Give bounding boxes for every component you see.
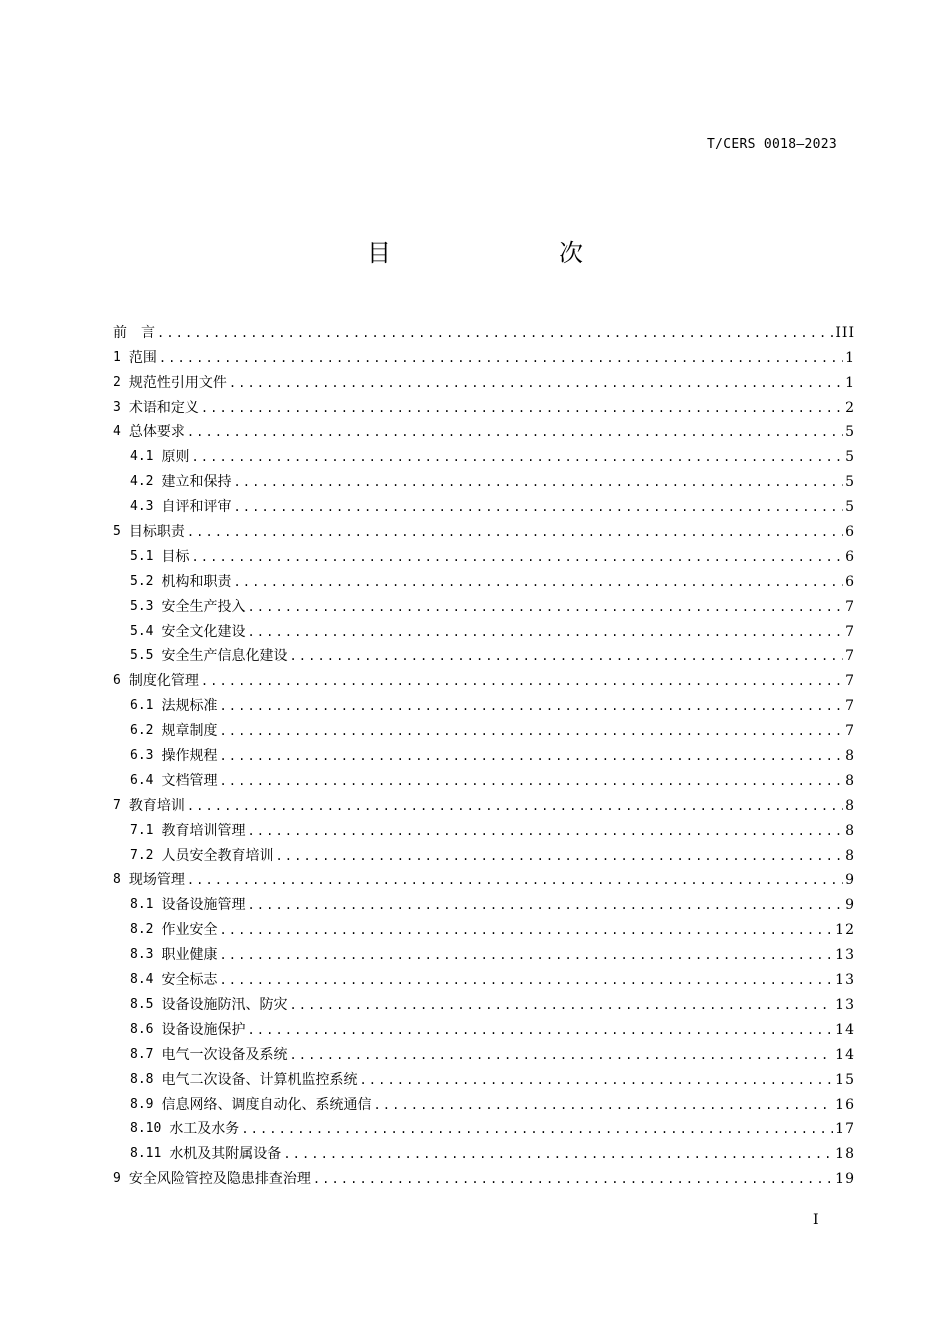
toc-entry-number: 7.2 — [130, 847, 154, 863]
toc-entry-page: 7 — [845, 648, 855, 665]
toc-entry-page: 1 — [845, 349, 855, 366]
toc-leader-dots — [187, 423, 843, 441]
toc-entry-page: 5 — [845, 449, 855, 466]
toc-entry-number: 8.1 — [130, 897, 154, 913]
toc-entry-page: 17 — [835, 1121, 855, 1138]
toc-entry[interactable] — [113, 1014, 855, 1039]
toc-entry-label: 机构和职责 — [161, 573, 232, 590]
toc-entry-page: 6 — [845, 573, 855, 590]
toc-entry-number: 8.3 — [130, 947, 154, 963]
toc-entry[interactable] — [113, 516, 855, 541]
toc-entry-number: 6.2 — [130, 723, 154, 739]
toc-entry-number: 4.3 — [130, 499, 154, 515]
toc-entry[interactable] — [113, 1064, 855, 1089]
toc-entry-number: 7 — [113, 797, 121, 813]
toc-entry-label: 现场管理 — [128, 872, 185, 889]
toc-leader-dots — [283, 1145, 833, 1163]
toc-entry-label: 总体要求 — [128, 424, 185, 441]
toc-entry-page: 12 — [835, 922, 855, 939]
page-title: 目 次 — [367, 239, 623, 267]
toc-entry[interactable] — [113, 790, 855, 815]
toc-entry-number: 3 — [113, 399, 121, 415]
toc-leader-dots — [159, 349, 843, 367]
toc-entry-label: 设备设施管理 — [161, 897, 246, 914]
toc-entry-page: 7 — [845, 723, 855, 740]
toc-entry[interactable] — [113, 616, 855, 641]
toc-leader-dots — [313, 1170, 833, 1188]
toc-entry-page: 13 — [835, 972, 855, 989]
toc-entry-page: 6 — [845, 548, 855, 565]
toc-entry[interactable] — [113, 541, 855, 566]
toc-entry-label: 目标 — [161, 548, 190, 565]
toc-entry[interactable] — [113, 815, 855, 840]
toc-leader-dots — [219, 971, 833, 989]
toc-entry-number: 6.4 — [130, 772, 154, 788]
toc-entry-label: 安全风险管控及隐患排查治理 — [128, 1171, 311, 1188]
toc-leader-dots — [201, 672, 843, 690]
page-number: I — [813, 1212, 819, 1228]
toc-leader-dots — [247, 822, 843, 840]
toc-entry-number: 5.5 — [130, 648, 154, 664]
toc-entry-page: 14 — [835, 1046, 855, 1063]
toc-entry-number: 8.9 — [130, 1096, 154, 1112]
toc-entry-number: 5.2 — [130, 573, 154, 589]
toc-leader-dots — [187, 523, 843, 541]
toc-entry-page: 5 — [845, 499, 855, 516]
toc-leader-dots — [219, 747, 843, 765]
toc-leader-dots — [187, 797, 843, 815]
toc-entry[interactable] — [113, 939, 855, 964]
toc-entry-label: 操作规程 — [161, 748, 218, 765]
toc-entry-number: 8.10 — [130, 1121, 162, 1137]
toc-entry-page: 19 — [835, 1171, 855, 1188]
toc-entry[interactable] — [113, 989, 855, 1014]
toc-leader-dots — [187, 871, 843, 889]
toc-entry-number: 5.4 — [130, 623, 154, 639]
toc-entry-page: 8 — [845, 847, 855, 864]
toc-entry-number: 8.6 — [130, 1021, 154, 1037]
toc-entry-label: 安全生产信息化建设 — [161, 648, 288, 665]
toc-entry[interactable] — [113, 591, 855, 616]
toc-entry-page: III — [835, 324, 855, 341]
toc-entry[interactable] — [113, 1114, 855, 1139]
toc-entry-label: 安全标志 — [161, 972, 218, 989]
toc-entry[interactable] — [113, 964, 855, 989]
toc-entry-page: 16 — [835, 1096, 855, 1113]
toc-entry-number: 8.11 — [130, 1146, 162, 1162]
toc-entry-label: 电气二次设备、计算机监控系统 — [161, 1071, 358, 1088]
toc-entry-number: 6 — [113, 673, 121, 689]
toc-entry[interactable] — [113, 566, 855, 591]
toc-entry-label: 设备设施防汛、防灾 — [161, 996, 288, 1013]
toc-entry-page: 7 — [845, 673, 855, 690]
toc-entry[interactable] — [113, 740, 855, 765]
toc-leader-dots — [247, 623, 843, 641]
toc-entry[interactable] — [113, 491, 855, 516]
toc-entry-number: 7.1 — [130, 822, 154, 838]
toc-entry-page: 7 — [845, 698, 855, 715]
toc-entry[interactable] — [113, 865, 855, 890]
toc-entry-number: 8.4 — [130, 972, 154, 988]
toc-entry-number: 4.2 — [130, 474, 154, 490]
toc-leader-dots — [233, 473, 843, 491]
toc-entry[interactable] — [113, 665, 855, 690]
toc-entry-number: 8.5 — [130, 996, 154, 1012]
toc-leader-dots — [157, 324, 833, 342]
toc-entry-page: 13 — [835, 996, 855, 1013]
toc-entry-number: 1 — [113, 349, 121, 365]
toc-entry-label: 信息网络、调度自动化、系统通信 — [161, 1096, 372, 1113]
toc-entry[interactable] — [113, 1138, 855, 1163]
toc-entry[interactable] — [113, 466, 855, 491]
toc-entry-label: 安全生产投入 — [161, 598, 246, 615]
toc-entry-page: 1 — [845, 374, 855, 391]
toc-entry-number: 9 — [113, 1171, 121, 1187]
toc-entry-page: 13 — [835, 947, 855, 964]
toc-leader-dots — [191, 448, 843, 466]
toc-entry-label: 教育培训 — [128, 797, 185, 814]
toc-entry-page: 9 — [845, 897, 855, 914]
toc-entry[interactable] — [113, 641, 855, 666]
toc-entry[interactable] — [113, 914, 855, 939]
toc-entry-label: 电气一次设备及系统 — [161, 1046, 288, 1063]
toc-entry-page: 18 — [835, 1146, 855, 1163]
toc-entry-number: 5.3 — [130, 598, 154, 614]
toc-entry[interactable] — [113, 317, 855, 342]
toc-entry-page: 6 — [845, 524, 855, 541]
toc-leader-dots — [233, 498, 843, 516]
toc-entry[interactable] — [113, 441, 855, 466]
toc-entry-label: 安全文化建设 — [161, 623, 246, 640]
toc-entry-label: 范围 — [128, 349, 157, 366]
toc-entry-label: 法规标准 — [161, 698, 218, 715]
toc-leader-dots — [247, 896, 843, 914]
toc-entry[interactable] — [113, 715, 855, 740]
toc-leader-dots — [219, 772, 843, 790]
toc-entry[interactable] — [113, 342, 855, 367]
toc-entry-label: 人员安全教育培训 — [161, 847, 274, 864]
toc-entry-label: 教育培训管理 — [161, 822, 246, 839]
toc-leader-dots — [219, 722, 843, 740]
toc-entry-label: 水机及其附属设备 — [169, 1146, 282, 1163]
toc-entry-page: 8 — [845, 822, 855, 839]
toc-leader-dots — [289, 647, 843, 665]
toc-leader-dots — [247, 1021, 833, 1039]
toc-entry-number: 6.1 — [130, 698, 154, 714]
toc-entry-number: 2 — [113, 374, 121, 390]
toc-entry-label: 建立和保持 — [161, 474, 232, 491]
toc-leader-dots — [191, 548, 843, 566]
toc-entry-label: 文档管理 — [161, 772, 218, 789]
toc-entry-page: 7 — [845, 598, 855, 615]
toc-entry-page: 9 — [845, 872, 855, 889]
toc-entry-label: 术语和定义 — [128, 399, 199, 416]
toc-leader-dots — [229, 374, 843, 392]
toc-entry-page: 5 — [845, 474, 855, 491]
toc-entry-label: 设备设施保护 — [161, 1021, 246, 1038]
toc-entry-number: 4.1 — [130, 449, 154, 465]
toc-entry-label: 目标职责 — [128, 524, 185, 541]
toc-entry[interactable] — [113, 840, 855, 865]
toc-entry-number: 8.8 — [130, 1071, 154, 1087]
toc-entry[interactable] — [113, 367, 855, 392]
toc-entry[interactable] — [113, 1039, 855, 1064]
document-code: T/CERS 0018—2023 — [706, 137, 837, 152]
toc-entry[interactable] — [113, 1163, 855, 1188]
toc-entry-label: 规范性引用文件 — [128, 374, 227, 391]
toc-entry-page: 8 — [845, 748, 855, 765]
toc-entry-page: 2 — [845, 399, 855, 416]
toc-leader-dots — [219, 921, 833, 939]
toc-leader-dots — [359, 1071, 833, 1089]
toc-entry-page: 14 — [835, 1021, 855, 1038]
toc-entry-page: 7 — [845, 623, 855, 640]
toc-entry-number: 8 — [113, 872, 121, 888]
toc-leader-dots — [201, 399, 843, 417]
toc-leader-dots — [289, 1046, 833, 1064]
toc-entry[interactable] — [113, 417, 855, 442]
toc-entry-number: 8.7 — [130, 1046, 154, 1062]
toc-entry-label: 规章制度 — [161, 723, 218, 740]
toc-leader-dots — [289, 996, 833, 1014]
toc-leader-dots — [241, 1120, 833, 1138]
toc-entry[interactable] — [113, 1089, 855, 1114]
toc-entry-label: 作业安全 — [161, 922, 218, 939]
toc-entry[interactable] — [113, 889, 855, 914]
toc-leader-dots — [219, 697, 843, 715]
toc-entry-label: 水工及水务 — [169, 1121, 240, 1138]
toc-leader-dots — [373, 1096, 833, 1114]
toc-entry-label: 原则 — [161, 449, 190, 466]
toc-leader-dots — [275, 847, 843, 865]
toc-entry[interactable] — [113, 392, 855, 417]
toc-entry-number: 8.2 — [130, 922, 154, 938]
toc-entry-page: 15 — [835, 1071, 855, 1088]
toc-leader-dots — [247, 598, 843, 616]
toc-entry-number: 6.3 — [130, 748, 154, 764]
table-of-contents — [113, 317, 855, 1188]
toc-entry-number: 5.1 — [130, 548, 154, 564]
toc-entry-page: 5 — [845, 424, 855, 441]
toc-entry-number: 4 — [113, 424, 121, 440]
toc-entry-label: 制度化管理 — [128, 673, 199, 690]
toc-leader-dots — [233, 573, 843, 591]
toc-entry[interactable] — [113, 765, 855, 790]
toc-entry-label: 自评和评审 — [161, 499, 232, 516]
toc-entry-page: 8 — [845, 797, 855, 814]
toc-entry-number: 5 — [113, 524, 121, 540]
toc-entry-label: 职业健康 — [161, 947, 218, 964]
toc-entry-label: 前 言 — [113, 324, 155, 341]
toc-entry-page: 8 — [845, 772, 855, 789]
toc-leader-dots — [219, 946, 833, 964]
toc-entry[interactable] — [113, 690, 855, 715]
